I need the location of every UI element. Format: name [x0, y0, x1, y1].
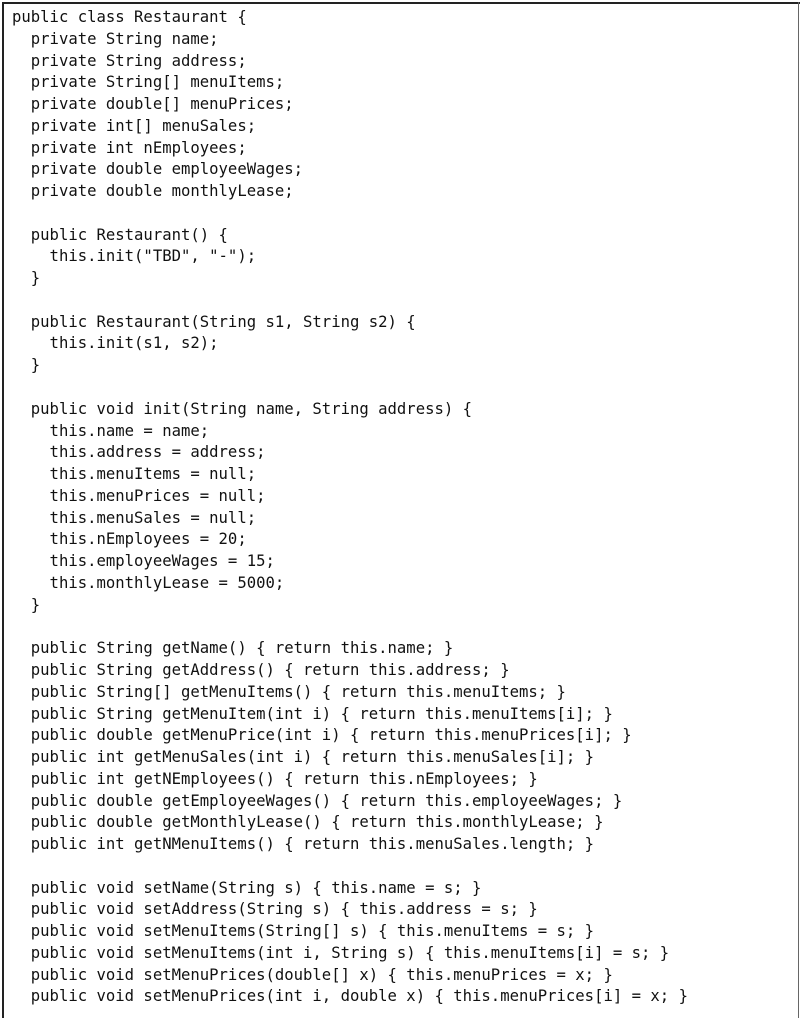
code-line: public String getMenuItem(int i) { return this.menuItems[i]; } [12, 704, 613, 723]
code-line: this.address = address; [12, 443, 266, 462]
code-line: this.nEmployees = 20; [12, 530, 247, 549]
code-line: } [12, 356, 41, 375]
code-line [12, 290, 798, 312]
code-line: } [12, 595, 41, 614]
code-line: private String address; [12, 51, 247, 70]
code-line: private String name; [12, 29, 219, 48]
frame-top-border [2, 2, 800, 4]
code-line: } [12, 269, 41, 288]
code-line: this.monthlyLease = 5000; [12, 573, 285, 592]
code-line: public String getAddress() { return this.address; } [12, 660, 510, 679]
code-line: this.menuPrices = null; [12, 486, 266, 505]
code-line [12, 616, 798, 638]
code-line: private int[] menuSales; [12, 116, 257, 135]
code-line: public void setMenuItems(int i, String s) { this.menuItems[i] = s; } [12, 943, 670, 962]
code-line: private double monthlyLease; [12, 182, 294, 201]
code-line: public Restaurant() { [12, 225, 228, 244]
code-line: public void setMenuPrices(int i, double x) { this.menuPrices[i] = x; } [12, 987, 688, 1006]
code-line: public void setMenuPrices(double[] x) { this.menuPrices = x; } [12, 965, 613, 984]
code-line: public double getMonthlyLease() { return this.monthlyLease; } [12, 813, 604, 832]
code-line: private String[] menuItems; [12, 73, 285, 92]
code-line: this.name = name; [12, 421, 210, 440]
code-line: this.init("TBD", "-"); [12, 247, 257, 266]
code-line: public int getMenuSales(int i) { return this.menuSales[i]; } [12, 748, 595, 767]
code-line: public double getEmployeeWages() { return this.employeeWages; } [12, 791, 623, 810]
frame-right-border [798, 2, 799, 1018]
code-line: this.employeeWages = 15; [12, 552, 275, 571]
code-line: public Restaurant(String s1, String s2) { [12, 312, 416, 331]
frame-left-border [2, 2, 4, 1018]
code-line: private int nEmployees; [12, 138, 247, 157]
code-line: public double getMenuPrice(int i) { return this.menuPrices[i]; } [12, 726, 632, 745]
code-line: public void setMenuItems(String[] s) { this.menuItems = s; } [12, 922, 595, 941]
code-line: public void init(String name, String address) { [12, 399, 473, 418]
code-line: public void setName(String s) { this.name = s; } [12, 878, 482, 897]
code-line: public String getName() { return this.name; } [12, 639, 454, 658]
code-line: this.init(s1, s2); [12, 334, 219, 353]
code-line [12, 377, 798, 399]
code-line: public int getNMenuItems() { return this.menuSales.length; } [12, 835, 595, 854]
code-line: private double employeeWages; [12, 160, 304, 179]
code-line: public int getNEmployees() { return this.nEmployees; } [12, 769, 538, 788]
code-line: this.menuItems = null; [12, 465, 257, 484]
code-listing [12, 7, 798, 1008]
code-line: public class Restaurant { [12, 8, 247, 26]
code-line [12, 856, 798, 878]
code-line: private double[] menuPrices; [12, 95, 294, 114]
code-line: public String[] getMenuItems() { return this.menuItems; } [12, 682, 566, 701]
code-line: public void setAddress(String s) { this.address = s; } [12, 900, 538, 919]
code-line: this.menuSales = null; [12, 508, 257, 527]
code-line [12, 203, 798, 225]
